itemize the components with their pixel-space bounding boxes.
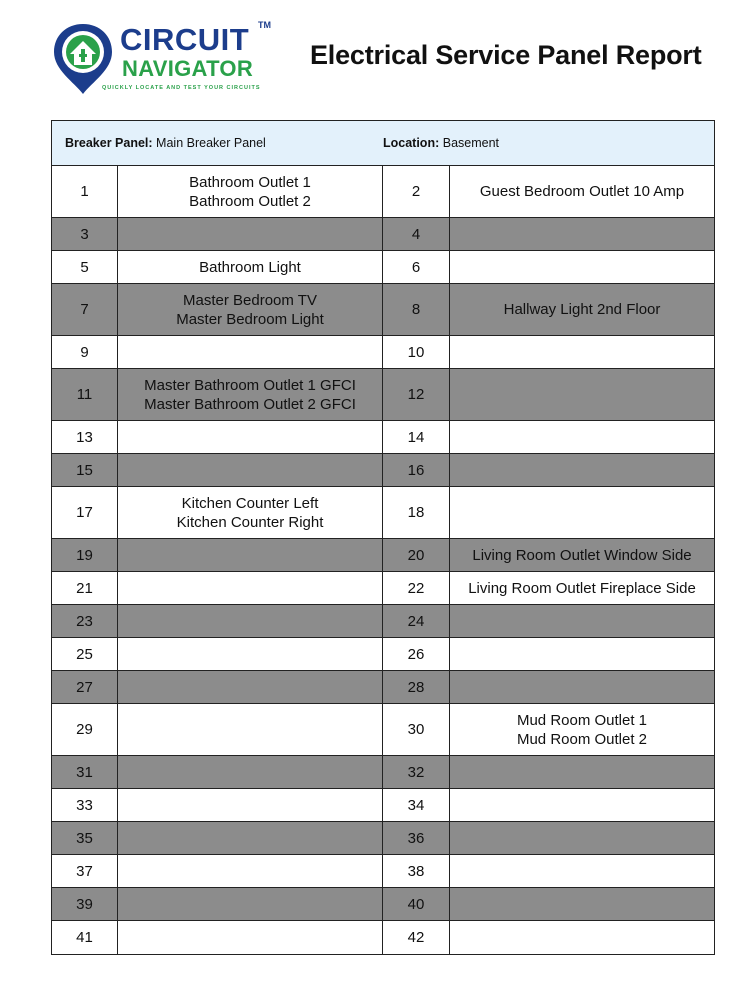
table-row	[52, 487, 714, 539]
breaker-panel-value: Main Breaker Panel	[156, 136, 266, 150]
breaker-number-right-text: 40	[407, 895, 425, 913]
circuit-description-right	[450, 539, 714, 571]
circuit-description-right	[450, 572, 714, 604]
circuit-description-left	[118, 638, 383, 670]
brand-tagline: QUICKLY LOCATE AND TEST YOUR CIRCUITS	[102, 85, 261, 91]
table-row	[52, 605, 714, 638]
breaker-number-right-text: 28	[407, 678, 425, 696]
breaker-number-right-text: 38	[407, 862, 425, 880]
breaker-number-right	[383, 369, 450, 420]
breaker-number-left	[52, 572, 118, 604]
breaker-number-right	[383, 921, 450, 954]
circuit-description-left	[118, 888, 383, 920]
breaker-number-right	[383, 166, 450, 217]
table-row	[52, 921, 714, 954]
breaker-number-left-text: 25	[76, 645, 93, 663]
table-row	[52, 284, 714, 336]
breaker-number-right	[383, 218, 450, 250]
breaker-number-right	[383, 855, 450, 887]
breaker-number-right-text: 24	[407, 612, 425, 630]
brand-name-line2: NAVIGATOR	[122, 56, 254, 81]
breaker-number-right-text: 14	[407, 428, 425, 446]
breaker-number-left-text: 17	[76, 504, 93, 521]
circuit-description-left	[118, 487, 383, 538]
circuit-description-left-text: Kitchen Counter Left Kitchen Counter Right	[176, 494, 324, 531]
circuit-description-right	[450, 704, 714, 755]
breaker-number-left	[52, 671, 118, 703]
breaker-number-left	[52, 218, 118, 250]
circuit-description-right	[450, 487, 714, 538]
breaker-number-left-text: 7	[80, 301, 89, 318]
breaker-number-right	[383, 336, 450, 368]
table-row	[52, 671, 714, 704]
circuit-description-left	[118, 572, 383, 604]
breaker-number-right	[383, 454, 450, 486]
report-title: Electrical Service Panel Report	[310, 40, 702, 70]
circuit-description-right-text: Living Room Outlet Window Side	[472, 546, 692, 564]
breaker-number-right-text: 18	[407, 504, 425, 521]
trademark-mark: TM	[258, 20, 271, 30]
breaker-number-left	[52, 251, 118, 283]
breaker-number-left-text: 31	[76, 763, 93, 781]
circuit-description-left	[118, 789, 383, 821]
circuit-description-right	[450, 822, 714, 854]
circuit-description-left	[118, 218, 383, 250]
circuit-description-left	[118, 704, 383, 755]
breaker-number-right	[383, 888, 450, 920]
breaker-number-right	[383, 671, 450, 703]
circuit-description-right	[450, 638, 714, 670]
breaker-number-right-text: 22	[407, 579, 425, 597]
breaker-number-right-text: 30	[407, 721, 425, 738]
breaker-number-left-text: 5	[80, 258, 89, 276]
breaker-number-right	[383, 704, 450, 755]
circuit-description-left	[118, 855, 383, 887]
breaker-number-left	[52, 487, 118, 538]
breaker-panel-label: Breaker Panel:	[65, 136, 153, 150]
circuit-description-left	[118, 284, 383, 335]
circuit-description-left-text: Master Bathroom Outlet 1 GFCI Master Bathroom Outlet 2 GFCI	[144, 376, 356, 413]
circuit-description-right	[450, 336, 714, 368]
circuit-description-left	[118, 421, 383, 453]
breaker-number-right-text: 4	[411, 225, 421, 243]
breaker-number-right	[383, 284, 450, 335]
breaker-panel-info	[65, 136, 266, 150]
breaker-number-right	[383, 638, 450, 670]
circuit-description-right	[450, 888, 714, 920]
circuit-description-right	[450, 369, 714, 420]
circuit-description-right	[450, 789, 714, 821]
breaker-number-right-text: 26	[407, 645, 425, 663]
location-label: Location:	[383, 136, 440, 150]
circuit-description-right-text: Mud Room Outlet 1 Mud Room Outlet 2	[516, 711, 648, 748]
breaker-number-left	[52, 336, 118, 368]
breaker-number-left-text: 9	[80, 343, 89, 361]
location-info	[383, 136, 499, 150]
breaker-panel-table	[51, 120, 715, 955]
breaker-number-left-text: 37	[76, 862, 93, 880]
breaker-number-left-text: 29	[76, 721, 93, 738]
breaker-number-left	[52, 539, 118, 571]
circuit-description-right	[450, 421, 714, 453]
breaker-number-right-text: 34	[407, 796, 425, 814]
breaker-number-left	[52, 822, 118, 854]
table-row	[52, 572, 714, 605]
circuit-description-left	[118, 671, 383, 703]
breaker-number-left-text: 23	[76, 612, 93, 630]
circuit-description-left	[118, 822, 383, 854]
table-row	[52, 421, 714, 454]
circuit-description-left	[118, 166, 383, 217]
table-row	[52, 888, 714, 921]
breaker-number-right-text: 6	[411, 258, 421, 276]
breaker-rows	[52, 166, 714, 954]
circuit-description-left	[118, 921, 383, 954]
circuit-description-right	[450, 605, 714, 637]
breaker-number-right-text: 36	[407, 829, 425, 847]
breaker-number-right-text: 32	[407, 763, 425, 781]
table-row	[52, 251, 714, 284]
table-row	[52, 756, 714, 789]
panel-header	[52, 121, 714, 166]
circuit-description-left	[118, 369, 383, 420]
breaker-number-left	[52, 284, 118, 335]
location-value: Basement	[442, 136, 500, 150]
circuit-description-right-text: Living Room Outlet Fireplace Side	[468, 579, 696, 597]
table-row	[52, 855, 714, 888]
brand-name-line1: CIRCUIT	[120, 22, 250, 57]
breaker-number-right-text: 16	[407, 461, 425, 479]
breaker-number-right-text: 8	[411, 301, 421, 318]
circuit-description-right	[450, 284, 714, 335]
breaker-number-right	[383, 605, 450, 637]
table-row	[52, 539, 714, 572]
breaker-number-left-text: 21	[76, 579, 93, 597]
circuit-description-right	[450, 921, 714, 954]
breaker-number-left-text: 41	[76, 929, 93, 946]
breaker-number-right	[383, 572, 450, 604]
breaker-number-left-text: 33	[76, 796, 93, 814]
breaker-number-left-text: 11	[76, 386, 93, 403]
breaker-number-left	[52, 921, 118, 954]
circuit-description-left	[118, 251, 383, 283]
breaker-number-left	[52, 369, 118, 420]
breaker-number-left-text: 27	[76, 678, 93, 696]
breaker-number-right	[383, 251, 450, 283]
breaker-number-left-text: 15	[76, 461, 93, 479]
breaker-number-right-text: 20	[407, 546, 425, 564]
table-row	[52, 704, 714, 756]
circuit-description-right-text: Guest Bedroom Outlet 10 Amp	[479, 183, 685, 200]
breaker-number-left	[52, 166, 118, 217]
circuit-description-left-text: Master Bedroom TV Master Bedroom Light	[176, 291, 324, 328]
circuit-description-right	[450, 251, 714, 283]
breaker-number-left-text: 35	[76, 829, 93, 847]
circuit-description-left	[118, 336, 383, 368]
breaker-number-left	[52, 704, 118, 755]
breaker-number-left	[52, 888, 118, 920]
breaker-number-right	[383, 487, 450, 538]
table-row	[52, 336, 714, 369]
breaker-number-right-text: 12	[407, 386, 425, 403]
circuit-description-right	[450, 756, 714, 788]
breaker-number-right	[383, 756, 450, 788]
table-row	[52, 166, 714, 218]
table-row	[52, 218, 714, 251]
table-row	[52, 454, 714, 487]
breaker-number-right-text: 42	[407, 929, 425, 946]
circuit-description-right	[450, 671, 714, 703]
breaker-number-left-text: 3	[80, 225, 89, 243]
breaker-number-right	[383, 822, 450, 854]
table-row	[52, 822, 714, 855]
circuit-description-right	[450, 855, 714, 887]
breaker-number-left-text: 1	[80, 183, 89, 200]
circuit-description-left-text: Bathroom Light	[199, 258, 301, 276]
circuit-description-right	[450, 166, 714, 217]
breaker-number-left	[52, 756, 118, 788]
circuit-description-left	[118, 454, 383, 486]
breaker-number-right-text: 2	[411, 183, 421, 200]
breaker-number-right	[383, 789, 450, 821]
circuit-description-right	[450, 218, 714, 250]
breaker-number-left-text: 19	[76, 546, 93, 564]
circuit-description-right-text: Hallway Light 2nd Floor	[503, 301, 661, 318]
breaker-number-left	[52, 454, 118, 486]
breaker-number-left-text: 39	[76, 895, 93, 913]
breaker-number-right	[383, 421, 450, 453]
circuit-description-left	[118, 605, 383, 637]
circuit-description-right	[450, 454, 714, 486]
breaker-number-left	[52, 638, 118, 670]
table-row	[52, 638, 714, 671]
breaker-number-left	[52, 421, 118, 453]
breaker-number-left	[52, 605, 118, 637]
breaker-number-left	[52, 789, 118, 821]
circuit-description-left	[118, 756, 383, 788]
breaker-number-right	[383, 539, 450, 571]
brand-logo	[50, 20, 280, 100]
circuit-description-left-text: Bathroom Outlet 1 Bathroom Outlet 2	[189, 173, 311, 210]
breaker-number-left	[52, 855, 118, 887]
table-row	[52, 369, 714, 421]
circuit-description-left	[118, 539, 383, 571]
table-row	[52, 789, 714, 822]
breaker-number-right-text: 10	[407, 343, 425, 361]
breaker-number-left-text: 13	[76, 428, 93, 446]
